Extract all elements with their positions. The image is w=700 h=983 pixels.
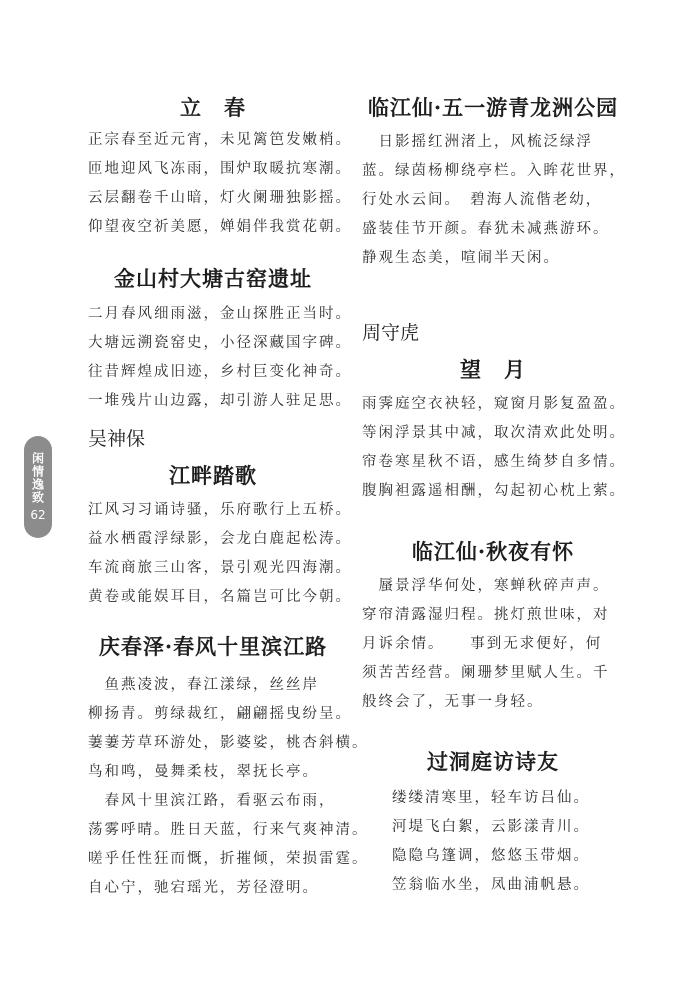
poem-line: 荡雾呼晴。胜日天蓝，行来气爽神清。 (88, 822, 369, 838)
page-side-tab (24, 436, 52, 538)
poem-line: 缕缕清寒里，轻车访吕仙。 (392, 790, 590, 806)
poem-line: 隐隐乌篷调，悠悠玉带烟。 (392, 848, 590, 864)
poem-line: 正宗春至近元宵，未见篱笆发嫩梢。 (88, 132, 352, 148)
poem-line: 穿帘清露湿归程。挑灯煎世味，对 (362, 607, 610, 623)
poem-line: 春风十里滨江路，看驱云布雨， (88, 793, 336, 809)
page-number: 62 (30, 508, 46, 522)
poem-line: 须苦苦经营。阑珊梦里赋人生。千 (362, 665, 610, 681)
poem-line: 静观生态美，喧闹半天闲。 (362, 250, 560, 266)
poem-line: 二月春风细雨滋，金山探胜正当时。 (88, 306, 352, 322)
poem-line: 盛装佳节开颜。春犹未减燕游环。 (362, 221, 610, 237)
poem-line: 黄卷或能娱耳目，名篇岂可比今朝。 (88, 589, 352, 605)
poem-title-lichun: 立 春 (180, 95, 246, 120)
poem-line: 云层翻卷千山暗，灯火阑珊独影摇。 (88, 190, 352, 206)
poem-line: 鱼燕凌波，春江漾绿，丝丝岸 (88, 677, 319, 693)
poem-line: 益水栖霞浮绿影，会龙白鹿起松涛。 (88, 531, 352, 547)
poem-line: 大塘远溯瓷窑史，小径深藏国字碑。 (88, 335, 352, 351)
poem-line: 日影摇红洲渚上，风梳泛绿浮 (362, 134, 593, 150)
poem-line: 雨霁庭空衣袂轻，窥窗月影复盈盈。 (362, 396, 626, 412)
poem-line: 等闲浮景其中减，取次清欢此处明。 (362, 425, 626, 441)
poem-title-jinshan: 金山村大塘古窑遗址 (114, 266, 312, 291)
poem-line: 蓝。绿茵杨柳绕亭栏。入眸花世界， (362, 163, 626, 179)
poem-title-linjiangxian-1: 临江仙·五一游青龙洲公园 (367, 95, 619, 120)
poem-title-qingchunze: 庆春泽·春风十里滨江路 (98, 634, 328, 659)
poem-line: 般终会了，无事一身轻。 (362, 694, 544, 710)
poem-line: 江风习习诵诗骚，乐府歌行上五桥。 (88, 502, 352, 518)
poem-line: 蜃景浮华何处，寒蝉秋碎声声。 (362, 578, 610, 594)
poem-title-wangyue: 望 月 (460, 357, 526, 382)
poem-line: 仰望夜空祈美愿，婵娟伴我赏花朝。 (88, 219, 352, 235)
poem-line: 自心宁，驰宕瑶光，芳径澄明。 (88, 880, 319, 896)
poem-title-linjiangxian-2: 临江仙·秋夜有怀 (411, 539, 575, 564)
poem-line: 萋萋芳草环游处，影婆娑，桃杏斜横。 (88, 735, 369, 751)
poem-line: 行处水云间。 碧海人流偕老幼， (362, 192, 603, 208)
author-name: 周守虎 (362, 322, 420, 344)
poem-title-dongting: 过洞庭访诗友 (427, 749, 559, 774)
poem-line: 嗟乎任性狂而慨，折摧倾，荣损雷霆。 (88, 851, 369, 867)
poem-line: 腹胸袒露遥相酬，勾起初心枕上萦。 (362, 483, 626, 499)
poem-line: 车流商旅三山客，景引观光四海潮。 (88, 560, 352, 576)
poem-line: 河堤飞白絮，云影漾青川。 (392, 819, 590, 835)
poem-line: 鸟和鸣，曼舞柔枝，翠抚长亭。 (88, 764, 319, 780)
author-name: 吴神保 (88, 428, 146, 450)
poem-line: 月诉余情。 事到无求便好，何 (362, 636, 603, 652)
poem-line: 柳扬青。剪绿裁红，翩翩摇曳纷呈。 (88, 706, 352, 722)
poem-line: 笠翁临水坐，凤曲浦帆悬。 (392, 877, 590, 893)
side-tab-label: 闲情逸致 (30, 452, 45, 504)
poem-line: 匝地迎风飞冻雨，围炉取暖抗寒潮。 (88, 161, 352, 177)
poem-line: 一堆残片山边露，却引游人驻足思。 (88, 393, 352, 409)
poem-line: 帘卷寒星秋不语，感生绮梦自多情。 (362, 454, 626, 470)
poem-line: 往昔辉煌成旧迹，乡村巨变化神奇。 (88, 364, 352, 380)
poem-title-jiangpan: 江畔踏歌 (169, 463, 257, 488)
